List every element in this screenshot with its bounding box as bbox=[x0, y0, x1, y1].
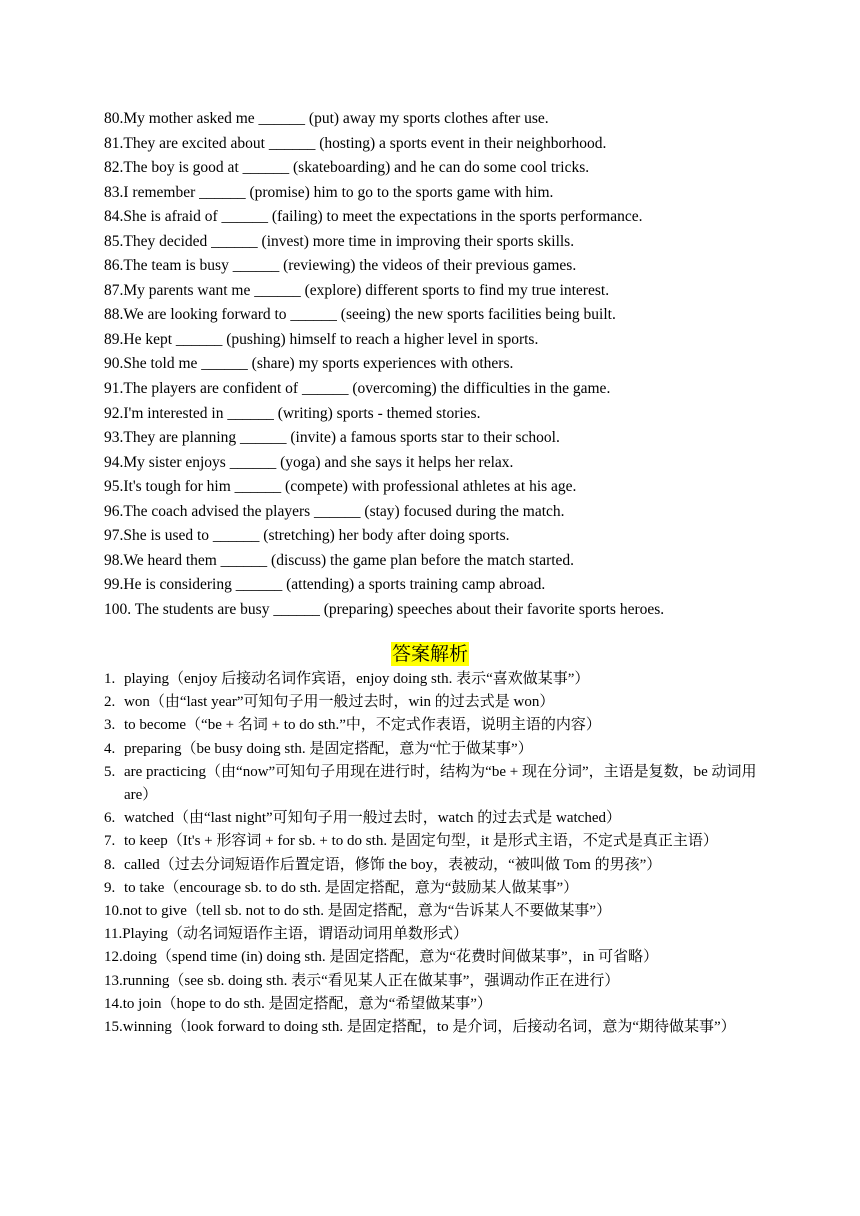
question-number: 88. bbox=[104, 306, 124, 324]
question-text: The coach advised the players ______ (stay) focused during the match. bbox=[123, 502, 565, 520]
answer-number: 9. bbox=[104, 879, 116, 896]
question-number: 98. bbox=[104, 551, 124, 569]
question-number: 81. bbox=[104, 134, 124, 152]
answer-item bbox=[104, 691, 764, 714]
question-number: 80. bbox=[104, 110, 124, 127]
answer-item bbox=[104, 807, 764, 830]
question-item bbox=[104, 524, 804, 549]
answer-number: 14. bbox=[104, 995, 123, 1012]
question-number: 87. bbox=[104, 281, 124, 299]
question-item bbox=[104, 303, 804, 328]
question-number: 86. bbox=[104, 257, 124, 275]
question-text: I remember ______ (promise) him to go to the sports game with him. bbox=[123, 183, 554, 201]
answer-item bbox=[104, 993, 764, 1016]
question-text: The boy is good at ______ (skateboarding) and he can do some cool tricks. bbox=[123, 159, 590, 177]
question-number: 90. bbox=[104, 355, 124, 373]
question-item bbox=[104, 377, 804, 402]
question-number: 93. bbox=[104, 429, 124, 447]
question-text: My mother asked me ______ (put) away my sports clothes after use. bbox=[123, 110, 549, 127]
answer-item bbox=[104, 714, 764, 737]
answer-item bbox=[104, 738, 764, 761]
question-text: My parents want me ______ (explore) different sports to find my true interest. bbox=[123, 281, 610, 299]
question-number: 100. bbox=[104, 600, 135, 618]
question-number: 83. bbox=[104, 183, 124, 201]
answer-text: are practicing（由“now”可知句子用现在进行时，结构为“be + 现在分词”，主语是复数，be 动词用 are） bbox=[124, 763, 757, 804]
answer-text: won（由“last year”可知句子用一般过去时，win 的过去式是 won） bbox=[124, 694, 555, 711]
answer-item bbox=[104, 854, 764, 877]
question-item bbox=[104, 205, 804, 230]
question-text: She is afraid of ______ (failing) to meet the expectations in the sports performance. bbox=[123, 208, 643, 226]
answer-item bbox=[104, 946, 764, 969]
answer-text: to keep（It's + 形容词 + for sb. + to do sth. 是固定句型，it 是形式主语，不定式是真正主语） bbox=[124, 833, 718, 850]
question-item bbox=[104, 156, 804, 181]
answer-item bbox=[104, 877, 764, 900]
question-item bbox=[104, 279, 804, 304]
answer-item bbox=[104, 830, 764, 853]
answer-text: playing（enjoy 后接动名词作宾语，enjoy doing sth. 表示“喜欢做某事”） bbox=[124, 671, 590, 687]
question-text: She is used to ______ (stretching) her body after doing sports. bbox=[123, 527, 510, 545]
question-item bbox=[104, 107, 804, 132]
question-number: 95. bbox=[104, 478, 124, 496]
answer-item bbox=[104, 900, 764, 923]
question-text: They are excited about ______ (hosting) a sports event in their neighborhood. bbox=[123, 134, 607, 152]
question-item bbox=[104, 181, 804, 206]
question-item bbox=[104, 328, 804, 353]
answer-text: not to give（tell sb. not to do sth. 是固定搭配，意为“告诉某人不要做某事”） bbox=[122, 903, 612, 920]
question-text: The students are busy ______ (preparing) speeches about their favorite sports heroes. bbox=[134, 600, 665, 618]
question-text: My sister enjoys ______ (yoga) and she says it helps her relax. bbox=[123, 453, 514, 471]
answer-list bbox=[104, 668, 764, 1039]
question-number: 82. bbox=[104, 159, 124, 177]
question-item bbox=[104, 598, 804, 623]
question-number: 91. bbox=[104, 380, 124, 398]
answer-item bbox=[104, 970, 764, 993]
answer-number: 13. bbox=[104, 972, 123, 989]
question-item bbox=[104, 230, 804, 255]
question-item bbox=[104, 132, 804, 157]
answer-text: to join（hope to do sth. 是固定搭配，意为“希望做某事”） bbox=[122, 995, 492, 1012]
question-number: 89. bbox=[104, 330, 124, 348]
question-text: The players are confident of ______ (overcoming) the difficulties in the game. bbox=[123, 380, 611, 398]
question-text: She told me ______ (share) my sports experiences with others. bbox=[123, 355, 514, 373]
answer-text: to become（“be + 名词 + to do sth.”中，不定式作表语，说明主语的内容） bbox=[124, 717, 601, 734]
question-item bbox=[104, 402, 804, 427]
question-number: 97. bbox=[104, 527, 124, 545]
answer-number: 2. bbox=[104, 694, 116, 711]
answer-number: 5. bbox=[104, 763, 116, 780]
question-text: It's tough for him ______ (compete) with professional athletes at his age. bbox=[123, 478, 577, 496]
answer-number: 6. bbox=[104, 810, 116, 827]
answer-text: Playing（动名词短语作主语，谓语动词用单数形式） bbox=[122, 926, 469, 943]
question-item bbox=[104, 254, 804, 279]
answer-item bbox=[104, 1016, 764, 1039]
answer-item bbox=[104, 668, 764, 691]
answer-number: 15. bbox=[104, 1019, 123, 1036]
question-text: He is considering ______ (attending) a sports training camp abroad. bbox=[123, 576, 546, 594]
answer-text: called（过去分词短语作后置定语，修饰 the boy，表被动，“被叫做 Tom 的男孩”） bbox=[124, 856, 662, 873]
answer-text: watched（由“last night”可知句子用一般过去时，watch 的过去式是 watched） bbox=[124, 810, 621, 827]
answer-text: doing（spend time (in) doing sth. 是固定搭配，意为“花费时间做某事”，in 可省略） bbox=[122, 949, 659, 966]
answer-item bbox=[104, 761, 764, 807]
question-item bbox=[104, 352, 804, 377]
question-number: 96. bbox=[104, 502, 124, 520]
question-text: They decided ______ (invest) more time in improving their sports skills. bbox=[123, 232, 575, 250]
question-number: 85. bbox=[104, 232, 124, 250]
answer-number: 12. bbox=[104, 949, 123, 966]
question-text: I'm interested in ______ (writing) sports - themed stories. bbox=[123, 404, 481, 422]
question-item bbox=[104, 549, 804, 574]
answer-item bbox=[104, 923, 764, 946]
question-item bbox=[104, 573, 804, 598]
question-item bbox=[104, 500, 804, 525]
answer-number: 10. bbox=[104, 903, 123, 920]
answer-number: 11. bbox=[104, 926, 123, 943]
question-list bbox=[104, 107, 804, 622]
answer-number: 1. bbox=[104, 671, 116, 687]
answer-text: to take（encourage sb. to do sth. 是固定搭配，意为“鼓励某人做某事”） bbox=[124, 879, 579, 896]
answer-number: 4. bbox=[104, 740, 116, 757]
question-text: He kept ______ (pushing) himself to reach a higher level in sports. bbox=[123, 330, 539, 348]
answer-heading-text: 答案解析 bbox=[391, 643, 468, 665]
question-number: 99. bbox=[104, 576, 124, 594]
answer-number: 3. bbox=[104, 717, 116, 734]
answer-text: preparing（be busy doing sth. 是固定搭配，意为“忙于做某事”） bbox=[124, 740, 533, 757]
question-item bbox=[104, 475, 804, 500]
question-number: 94. bbox=[104, 453, 124, 471]
question-text: We heard them ______ (discuss) the game plan before the match started. bbox=[123, 551, 575, 569]
answer-text: winning（look forward to doing sth. 是固定搭配，to 是介词，后接动名词，意为“期待做某事”） bbox=[122, 1019, 736, 1036]
question-item bbox=[104, 451, 804, 476]
question-text: We are looking forward to ______ (seeing) the new sports facilities being built. bbox=[123, 306, 616, 324]
question-number: 92. bbox=[104, 404, 124, 422]
answer-number: 8. bbox=[104, 856, 116, 873]
answer-number: 7. bbox=[104, 833, 116, 850]
question-number: 84. bbox=[104, 208, 124, 226]
question-item bbox=[104, 426, 804, 451]
question-text: They are planning ______ (invite) a famous sports star to their school. bbox=[123, 429, 560, 447]
question-text: The team is busy ______ (reviewing) the videos of their previous games. bbox=[123, 257, 577, 275]
answer-text: running（see sb. doing sth. 表示“看见某人正在做某事”，强调动作正在进行） bbox=[122, 972, 620, 989]
